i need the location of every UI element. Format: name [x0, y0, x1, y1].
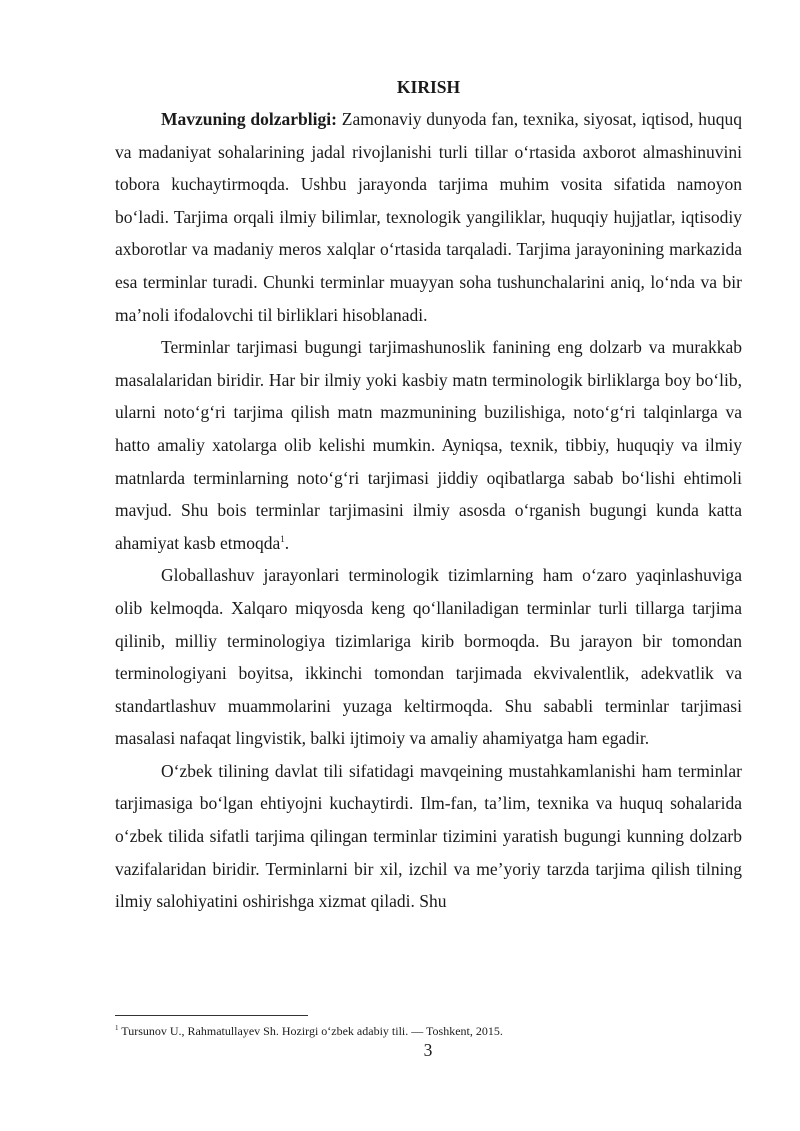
- footnote-text: Tursunov U., Rahmatullayev Sh. Hozirgi oʻzbek adabiy tili. — Toshkent, 2015.: [118, 1024, 503, 1038]
- footnote-reference[interactable]: 1: [280, 533, 285, 544]
- paragraph-4: Oʻzbek tilining davlat tili sifatidagi mavqeining mustahkamlanishi ham terminlar tarjimasiga boʻlgan ehtiyojni kuchaytirdi. Ilm-fan, taʼlim, texnika va huquq sohalarida oʻzbek tilida sifatli tarjima qilingan terminlar tizimini yaratish bugungi kunning dolzarb vazifalaridan biridir. Terminlarni bir xil, izchil va meʼyoriy tarzda tarjima qilish tilning ilmiy salohiyatini oshirishga xizmat qiladi. Shu: [115, 760, 742, 912]
- section-heading: KIRISH: [396, 77, 461, 97]
- paragraph-2: [115, 331, 742, 559]
- document-body: [115, 74, 742, 918]
- footnote: [115, 1024, 742, 1039]
- paragraph-1-text: Zamonaviy dunyoda fan, texnika, siyosat, iqtisod, huquq va madaniyat sohalarining jadal rivojlanishi turli tillar oʻrtasida axborot almashinuvini tobora kuchaytirmoqda. Ushbu jarayonda tarjima muhim vosita sifatida namoyon boʻladi. Tarjima orqali ilmiy bilimlar, texnologik yangiliklar, huquqiy hujjatlar, iqtisodiy axborotlar va madaniy meros xalqlar oʻrtasida tarqaladi. Tarjima jarayonining markazida esa terminlar turadi. Chunki terminlar muayyan soha tushunchalarini aniq, loʻnda va bir maʼnoli ifodalovchi til birliklari hisoblanadi.: [115, 109, 743, 325]
- lead-label: Mavzuning dolzarbligi:: [161, 109, 337, 129]
- paragraph-2-text: Terminlar tarjimasi bugungi tarjimashunoslik fanining eng dolzarb va murakkab masalalaridan biridir. Har bir ilmiy yoki kasbiy matn terminologik birliklarga boy boʻlib, ularni notoʻgʻri tarjima qilish matn mazmunining buzilishiga, notoʻgʻri talqinlarga va hatto amaliy xatolarga olib kelishi mumkin. Ayniqsa, texnik, tibbiy, huquqiy va ilmiy matnlarda terminlarning notoʻgʻri tarjimasi jiddiy oqibatlarga sabab boʻlishi ehtimoli mavjud. Shu bois terminlar tarjimasini ilmiy asosda oʻrganish bugungi kunda katta ahamiyat kasb etmoqda: [115, 337, 742, 553]
- paragraph-2-end: .: [284, 532, 290, 553]
- page-number: 3: [423, 1040, 433, 1060]
- footnote-divider: [115, 1015, 308, 1016]
- footnote-marker: 1: [115, 1024, 119, 1032]
- paragraph-1: [115, 103, 742, 331]
- paragraph-3: Globallashuv jarayonlari terminologik tizimlarning ham oʻzaro yaqinlashuviga olib kelmoqda. Xalqaro miqyosda keng qoʻllaniladigan terminlar turli tillarga tarjima qilinib, milliy terminologiya tizimlariga kirib bormoqda. Bu jarayon bir tomondan terminologiyani boyitsa, ikkinchi tomondan tarjimada ekvivalentlik, adekvatlik va standartlashuv muammolarini yuzaga keltirmoqda. Shu sababli terminlar tarjimasi masalasi nafaqat lingvistik, balki ijtimoiy va amaliy ahamiyatga ham egadir.: [115, 565, 742, 749]
